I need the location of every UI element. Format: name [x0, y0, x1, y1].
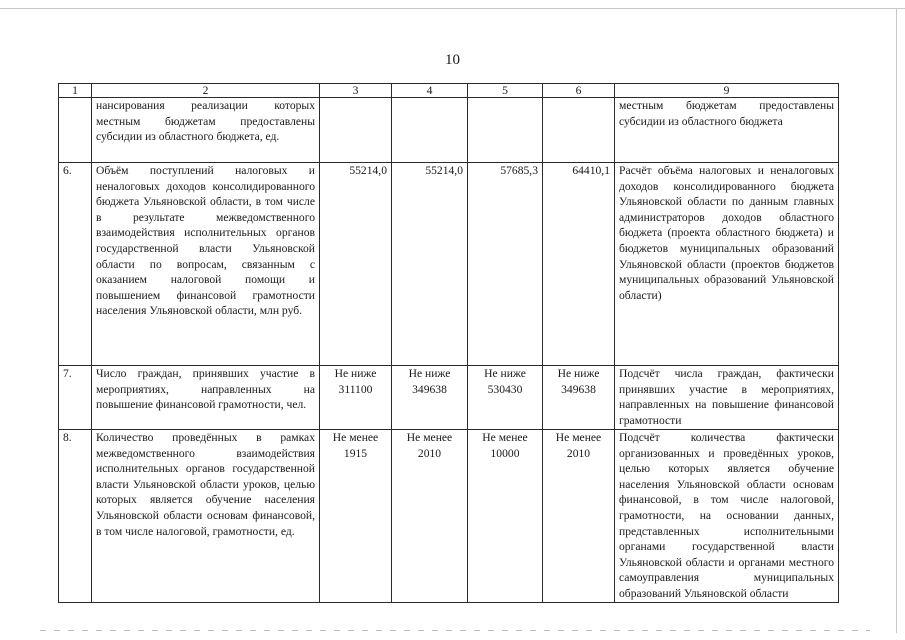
indicators-table: [58, 83, 839, 603]
value-col4: 55214,0: [392, 163, 468, 366]
scan-edge-right: [896, 8, 897, 633]
calculation-method: Подсчёт числа граждан, фактически принявших участие в мероприятиях, направленных на повышение финансовой грамотности: [615, 366, 839, 430]
value-col4: [392, 98, 468, 163]
header-cell-col6: 6: [543, 84, 615, 98]
table-row: [59, 366, 839, 430]
table-row: [59, 163, 839, 366]
indicator-description: Количество проведённых в рамках межведомственного взаимодействия исполнительных органов государственной власти Ульяновской области уроков, целью которых является обучение населения Ульяновской области основам финансовой, в том числе налоговой, грамотности, ед.: [92, 430, 320, 603]
value-col3: 55214,0: [320, 163, 392, 366]
value-col3: [320, 98, 392, 163]
table-row: [59, 98, 839, 163]
table-row: [59, 430, 839, 603]
value-col5: Не ниже 530430: [468, 366, 543, 430]
indicator-description: нансирования реализации которых местным бюджетам предоставлены субсидии из областного бюджета, ед.: [92, 98, 320, 163]
indicator-description: Объём поступлений налоговых и неналоговых доходов консолидированного бюджета Ульяновской области, в том числе в результате межведомственного взаимодействия исполнительных органов государственной власти Ульяновской области по вопросам, связанным с оказанием налоговой помощи и повышением финансовой грамотности населения Ульяновской области, млн руб.: [92, 163, 320, 366]
page-number: 10: [445, 52, 460, 68]
header-cell-col4: 4: [392, 84, 468, 98]
value-col5: [468, 98, 543, 163]
row-number: 8.: [59, 430, 92, 603]
header-cell-col5: 5: [468, 84, 543, 98]
header-cell-col9: 9: [615, 84, 839, 98]
value-col6: [543, 98, 615, 163]
calculation-method: Расчёт объёма налоговых и неналоговых доходов консолидированного бюджета Ульяновской области по данным главных администраторов доходов областного бюджета (проекта областного бюджета) и бюджетов муниципальных образований Ульяновской области (проектов бюджетов муниципальных образований Ульяновской области): [615, 163, 839, 366]
value-col3: Не ниже 311100: [320, 366, 392, 430]
calculation-method: Подсчёт количества фактически организованных и проведённых уроков, целью которых является обучение населения Ульяновской области основам финансовой, в том числе налоговой, грамотности, на основании данных, представленных исполнительными органами государственной власти Ульяновской области и органами местного самоуправления муниципальных образований Ульяновской области: [615, 430, 839, 603]
scan-noise-bottom: [40, 630, 870, 631]
header-cell-col2: 2: [92, 84, 320, 98]
value-col4: Не менее 2010: [392, 430, 468, 603]
calculation-method: местным бюджетам предоставлены субсидии из областного бюджета: [615, 98, 839, 163]
scan-edge-top: [0, 8, 905, 9]
header-cell-col1: 1: [59, 84, 92, 98]
value-col6: Не менее 2010: [543, 430, 615, 603]
row-number: 7.: [59, 366, 92, 430]
header-row: [59, 84, 839, 98]
row-number: 6.: [59, 163, 92, 366]
header-cell-col3: 3: [320, 84, 392, 98]
value-col4: Не ниже 349638: [392, 366, 468, 430]
value-col5: 57685,3: [468, 163, 543, 366]
value-col3: Не менее 1915: [320, 430, 392, 603]
indicator-description: Число граждан, принявших участие в мероприятиях, направленных на повышение финансовой грамотности, чел.: [92, 366, 320, 430]
value-col5: Не менее 10000: [468, 430, 543, 603]
value-col6: 64410,1: [543, 163, 615, 366]
row-number: [59, 98, 92, 163]
value-col6: Не ниже 349638: [543, 366, 615, 430]
